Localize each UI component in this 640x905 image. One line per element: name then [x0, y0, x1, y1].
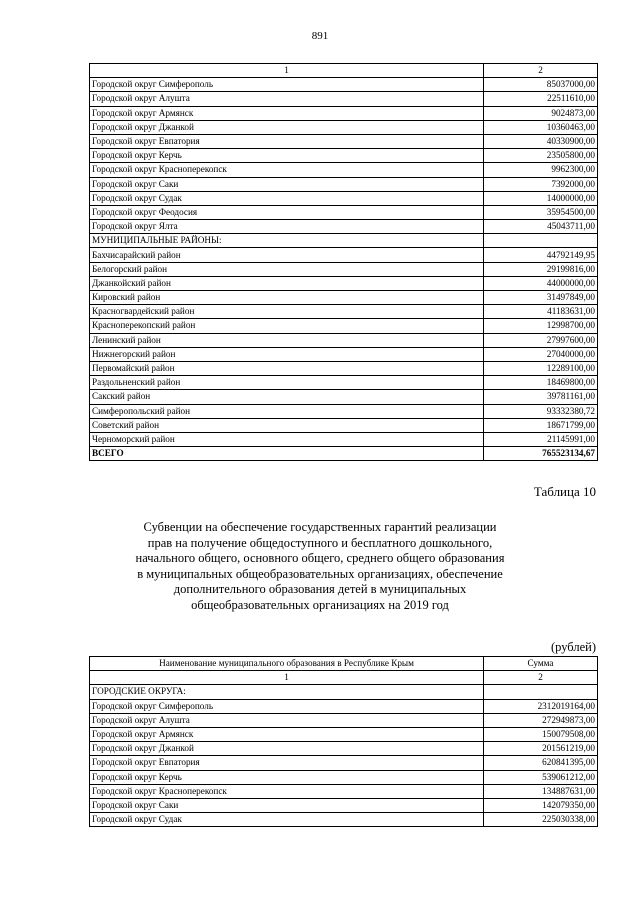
header-amount: Сумма: [484, 657, 598, 671]
row-name: Городской округ Саки: [90, 177, 484, 191]
title-line: в муниципальных общеобразовательных организациях, обеспечение: [137, 566, 503, 581]
row-amount: [484, 685, 598, 699]
row-name: Городской округ Симферополь: [90, 78, 484, 92]
page-number: 891: [311, 30, 329, 42]
row-name: Городской округ Красноперекопск: [90, 784, 484, 798]
row-amount: 93332380,72: [484, 404, 598, 418]
table-row: [90, 120, 598, 134]
table-row: [90, 333, 598, 347]
table-row: [90, 205, 598, 219]
table-row: [90, 390, 598, 404]
table-row: [90, 262, 598, 276]
table-row: [90, 248, 598, 262]
row-name: Бахчисарайский район: [90, 248, 484, 262]
title-line: прав на получение общедоступного и бесплатного дошкольного,: [147, 535, 493, 550]
row-name: Городской округ Керчь: [90, 149, 484, 163]
row-amount: 44000000,00: [484, 276, 598, 290]
table-row: [90, 784, 598, 798]
row-amount: 9962300,00: [484, 163, 598, 177]
table-row: [90, 305, 598, 319]
row-name: Городской округ Судак: [90, 813, 484, 827]
table-row: [90, 234, 598, 248]
column-number-2: 2: [484, 64, 598, 78]
table-row: [90, 685, 598, 699]
table-row: [90, 813, 598, 827]
table-row: [90, 756, 598, 770]
table-row: [90, 699, 598, 713]
table-row: [90, 376, 598, 390]
row-name: Городской округ Алушта: [90, 713, 484, 727]
row-amount: 27997600,00: [484, 333, 598, 347]
row-amount: 23505800,00: [484, 149, 598, 163]
subvention-table: [89, 656, 598, 827]
row-amount: 620841395,00: [484, 756, 598, 770]
row-amount: 18671799,00: [484, 418, 598, 432]
header-name: Наименование муниципального образования в Республике Крым: [90, 657, 484, 671]
row-amount: 7392000,00: [484, 177, 598, 191]
row-amount: 45043711,00: [484, 220, 598, 234]
row-amount: 9024873,00: [484, 106, 598, 120]
column-number-1: 1: [90, 64, 484, 78]
row-name: Городской округ Саки: [90, 798, 484, 812]
row-amount: 539061212,00: [484, 770, 598, 784]
table-row: [90, 106, 598, 120]
unit-label: (рублей): [550, 640, 596, 654]
row-amount: 31497849,00: [484, 291, 598, 305]
column-number-1: 1: [90, 671, 484, 685]
row-name: Городской округ Евпатория: [90, 134, 484, 148]
row-amount: 27040000,00: [484, 347, 598, 361]
header-row: [90, 657, 598, 671]
row-name: Городской округ Джанкой: [90, 120, 484, 134]
row-amount: 142079350,00: [484, 798, 598, 812]
table-row: [90, 404, 598, 418]
row-amount: 12289100,00: [484, 361, 598, 375]
table-title: [100, 520, 540, 613]
table-row: [90, 177, 598, 191]
row-name: Джанкойский район: [90, 276, 484, 290]
row-amount: 29199816,00: [484, 262, 598, 276]
row-amount: 12998700,00: [484, 319, 598, 333]
table-row: [90, 798, 598, 812]
total-amount: 765523134,67: [484, 447, 598, 461]
row-name: Городской округ Армянск: [90, 106, 484, 120]
row-amount: 2312019164,00: [484, 699, 598, 713]
row-name: Красногвардейский район: [90, 305, 484, 319]
title-line: Субвенции на обеспечение государственных гарантий реализации: [143, 520, 497, 534]
row-name: Первомайский район: [90, 361, 484, 375]
table-row: [90, 319, 598, 333]
table-row: [90, 78, 598, 92]
row-amount: 22511610,00: [484, 92, 598, 106]
row-amount: 41183631,00: [484, 305, 598, 319]
row-amount: 18469800,00: [484, 376, 598, 390]
table-row: [90, 770, 598, 784]
row-amount: 201561219,00: [484, 742, 598, 756]
row-name: Сакский район: [90, 390, 484, 404]
row-name: Городской округ Алушта: [90, 92, 484, 106]
row-name: ГОРОДСКИЕ ОКРУГА:: [90, 685, 484, 699]
row-amount: 225030338,00: [484, 813, 598, 827]
table-row: [90, 92, 598, 106]
row-name: Красноперекопский район: [90, 319, 484, 333]
row-amount: 21145991,00: [484, 432, 598, 446]
row-name: Городской округ Феодосия: [90, 205, 484, 219]
total-label: ВСЕГО: [90, 447, 484, 461]
table-row: [90, 149, 598, 163]
table-row: [90, 347, 598, 361]
row-name: Городской округ Армянск: [90, 727, 484, 741]
row-name: Кировский район: [90, 291, 484, 305]
row-name: Городской округ Красноперекопск: [90, 163, 484, 177]
row-name: МУНИЦИПАЛЬНЫЕ РАЙОНЫ:: [90, 234, 484, 248]
row-amount: 150079508,00: [484, 727, 598, 741]
row-amount: 14000000,00: [484, 191, 598, 205]
row-name: Советский район: [90, 418, 484, 432]
table-row: [90, 361, 598, 375]
table-row: [90, 727, 598, 741]
table-row: [90, 742, 598, 756]
row-name: Ленинский район: [90, 333, 484, 347]
row-name: Симферопольский район: [90, 404, 484, 418]
row-name: Городской округ Судак: [90, 191, 484, 205]
total-row: [90, 447, 598, 461]
row-amount: 85037000,00: [484, 78, 598, 92]
table-row: [90, 432, 598, 446]
table-row: [90, 163, 598, 177]
allocation-table-continued: [89, 63, 598, 461]
row-name: Белогорский район: [90, 262, 484, 276]
row-amount: [484, 234, 598, 248]
row-name: Городской округ Евпатория: [90, 756, 484, 770]
row-name: Городской округ Симферополь: [90, 699, 484, 713]
title-line: дополнительного образования детей в муниципальных: [173, 582, 467, 596]
table-row: [90, 276, 598, 290]
table-row: [90, 134, 598, 148]
title-line: начального общего, основного общего, среднего общего образования: [135, 551, 505, 565]
title-line: общеобразовательных организациях на 2019 год: [191, 597, 449, 612]
row-name: Городской округ Ялта: [90, 220, 484, 234]
column-number-row: [90, 671, 598, 685]
table-row: [90, 418, 598, 432]
table-row: [90, 713, 598, 727]
row-name: Городской округ Керчь: [90, 770, 484, 784]
row-name: Городской округ Джанкой: [90, 742, 484, 756]
table-row: [90, 191, 598, 205]
row-name: Нижнегорский район: [90, 347, 484, 361]
row-name: Раздольненский район: [90, 376, 484, 390]
row-amount: 10360463,00: [484, 120, 598, 134]
row-amount: 44792149,95: [484, 248, 598, 262]
table-number: Таблица 10: [533, 484, 596, 499]
column-number-row: [90, 64, 598, 78]
table-row: [90, 220, 598, 234]
row-amount: 272949873,00: [484, 713, 598, 727]
row-name: Черноморский район: [90, 432, 484, 446]
row-amount: 35954500,00: [484, 205, 598, 219]
row-amount: 134887631,00: [484, 784, 598, 798]
column-number-2: 2: [484, 671, 598, 685]
row-amount: 39781161,00: [484, 390, 598, 404]
row-amount: 40330900,00: [484, 134, 598, 148]
table-row: [90, 291, 598, 305]
